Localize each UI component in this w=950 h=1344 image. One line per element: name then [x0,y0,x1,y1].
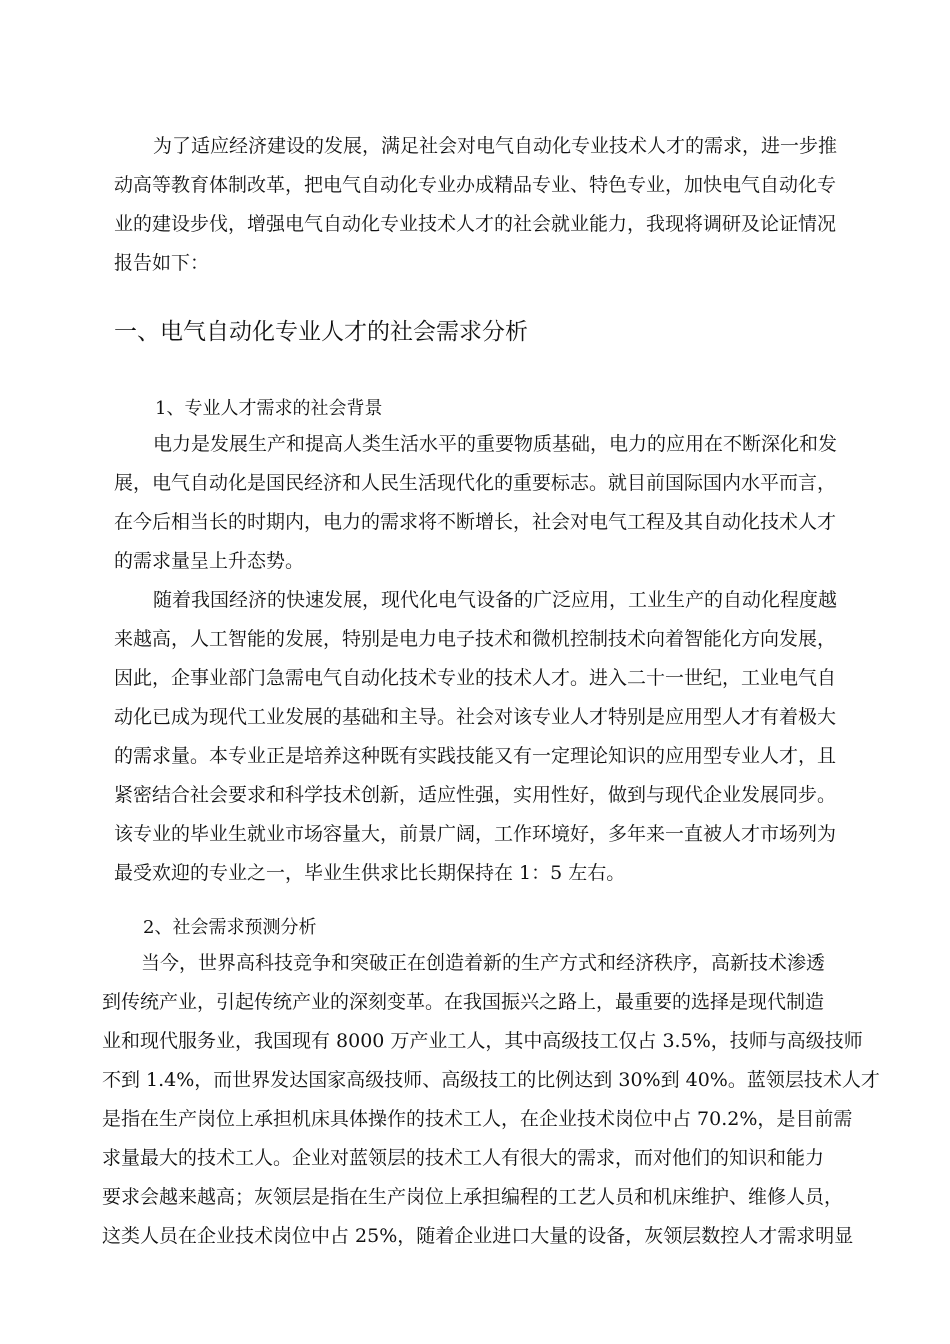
paragraph-line: 求量最大的技术工人。企业对蓝领层的技术工人有很大的需求，而对他们的知识和能力 [102,1147,825,1169]
paragraph-line: 业和现代服务业，我国现有 8000 万产业工人，其中高级技工仅占 3.5%，技师与高级技师 [102,1030,863,1052]
paragraph-line: 来越高，人工智能的发展，特别是电力电子技术和微机控制技术向着智能化方向发展， [114,628,837,650]
paragraph-line: 当今，世界高科技竞争和突破正在创造着新的生产方式和经济秩序，高新技术渗透 [141,952,826,974]
intro-line: 为了适应经济建设的发展，满足社会对电气自动化专业技术人才的需求，进一步推 [153,135,838,157]
paragraph-line: 动化已成为现代工业发展的基础和主导。社会对该专业人才特别是应用型人才有着极大 [114,706,837,728]
paragraph-line: 在今后相当长的时期内，电力的需求将不断增长，社会对电气工程及其自动化技术人才 [114,511,837,533]
paragraph-line: 到传统产业，引起传统产业的深刻变革。在我国振兴之路上，最重要的选择是现代制造 [102,991,825,1013]
paragraph-line: 要求会越来越高；灰领层是指在生产岗位上承担编程的工艺人员和机床维护、维修人员， [102,1186,844,1208]
paragraph-line: 该专业的毕业生就业市场容量大，前景广阔，工作环境好，多年来一直被人才市场列为 [114,823,837,845]
paragraph-line: 这类人员在企业技术岗位中占 25%，随着企业进口大量的设备，灰领层数控人才需求明显 [102,1225,854,1247]
intro-line: 动高等教育体制改革，把电气自动化专业办成精品专业、特色专业，加快电气自动化专 [114,174,837,196]
paragraph-line: 是指在生产岗位上承担机床具体操作的技术工人，在企业技术岗位中占 70.2%，是目前需 [102,1108,853,1130]
subsection-heading: 1、专业人才需求的社会背景 [155,398,383,419]
paragraph-line: 展，电气自动化是国民经济和人民生活现代化的重要标志。就目前国际国内水平而言， [114,472,837,494]
intro-line: 业的建设步伐，增强电气自动化专业技术人才的社会就业能力，我现将调研及论证情况 [114,213,837,235]
paragraph-line: 因此，企事业部门急需电气自动化技术专业的技术人才。进入二十一世纪，工业电气自 [114,667,837,689]
paragraph-line: 随着我国经济的快速发展，现代化电气设备的广泛应用，工业生产的自动化程度越 [153,589,838,611]
paragraph-line: 的需求量。本专业正是培养这种既有实践技能又有一定理论知识的应用型专业人才，且 [114,745,837,767]
paragraph-line: 最受欢迎的专业之一，毕业生供求比长期保持在 1：5 左右。 [114,862,626,884]
section-heading: 一、电气自动化专业人才的社会需求分析 [114,319,528,345]
paragraph-line: 电力是发展生产和提高人类生活水平的重要物质基础，电力的应用在不断深化和发 [153,433,838,455]
paragraph-line: 紧密结合社会要求和科学技术创新，适应性强，实用性好，做到与现代企业发展同步。 [114,784,837,806]
paragraph-line: 的需求量呈上升态势。 [114,550,305,572]
intro-line: 报告如下： [114,252,210,274]
paragraph-line: 不到 1.4%，而世界发达国家高级技师、高级技工的比例达到 30%到 40%。蓝领层技术人才 [102,1069,880,1091]
subsection-heading: 2、社会需求预测分析 [143,917,317,938]
